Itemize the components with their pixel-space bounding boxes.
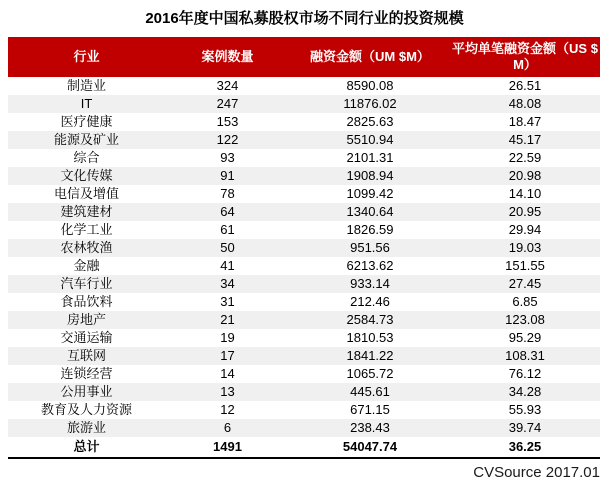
table-cell: 文化传媒: [8, 167, 165, 185]
table-row: [8, 77, 600, 95]
table-row: [8, 419, 600, 437]
table-cell: 61: [220, 221, 235, 237]
total-cell: 36.25: [450, 437, 600, 458]
table-cell: 8590.08: [346, 77, 394, 93]
table-cell: 91: [165, 167, 290, 185]
table-cell: 247: [165, 95, 290, 113]
table-cell: 旅游业: [8, 419, 165, 437]
table-row: [8, 185, 600, 203]
table-cell: 2584.73: [290, 311, 450, 329]
table-cell: 34: [165, 275, 290, 293]
table-header: [8, 37, 600, 77]
total-row: [8, 437, 600, 458]
total-cell: 总计: [8, 437, 165, 458]
table-cell: 78: [220, 185, 235, 201]
table-cell: 39.74: [450, 419, 600, 437]
table-cell: 122: [165, 131, 290, 149]
table-row: [8, 221, 600, 239]
table-cell: 95.29: [508, 329, 542, 345]
table-row: [8, 95, 600, 113]
table-cell: 汽车行业: [8, 275, 165, 293]
table-row: [8, 401, 600, 419]
table-cell: 综合: [73, 149, 100, 165]
table-cell: 19.03: [450, 239, 600, 257]
table-cell: 19: [220, 329, 235, 345]
table-cell: 1826.59: [346, 221, 394, 237]
table-cell: 64: [165, 203, 290, 221]
table-row: [8, 131, 600, 149]
table-cell: 化学工业: [60, 221, 113, 237]
table-cell: 123.08: [450, 311, 600, 329]
table-cell: 76.12: [508, 365, 542, 381]
table-cell: 互联网: [8, 347, 165, 365]
table-cell: 933.14: [290, 275, 450, 293]
page-title: 2016年度中国私募股权市场不同行业的投资规模: [145, 10, 464, 27]
table-cell: 6.85: [512, 293, 538, 309]
table-cell: 22.59: [508, 149, 542, 165]
table-cell: 45.17: [450, 131, 600, 149]
table-cell: 27.45: [450, 275, 600, 293]
total-cell: 54047.74: [290, 437, 450, 458]
table-row: [8, 203, 600, 221]
industry-investment-table: [8, 37, 600, 459]
table-cell: 电信及增值: [53, 185, 119, 201]
table-row: [8, 383, 600, 401]
table-cell: 教育及人力资源: [40, 401, 132, 417]
header-cell-1: 案例数量: [165, 37, 290, 77]
table-cell: 1065.72: [346, 365, 394, 381]
table-cell: 食品饮料: [60, 293, 113, 309]
table-cell: 1908.94: [290, 167, 450, 185]
table-row: [8, 293, 600, 311]
table-cell: 238.43: [290, 419, 450, 437]
table-cell: 153: [216, 113, 239, 129]
table-row: [8, 365, 600, 383]
table-cell: 12: [220, 401, 235, 417]
table-cell: 951.56: [290, 239, 450, 257]
table-cell: 18.47: [508, 113, 542, 129]
table-cell: 14: [220, 365, 235, 381]
table-cell: 农林牧渔: [8, 239, 165, 257]
table-cell: 17: [165, 347, 290, 365]
table-cell: 151.55: [505, 257, 545, 273]
table-cell: 34.28: [450, 383, 600, 401]
header-cell-3: 平均单笔融资金额（US $ M）: [450, 37, 600, 77]
table-cell: 1099.42: [346, 185, 394, 201]
table-cell: 93: [220, 149, 235, 165]
table-cell: 建筑建材: [8, 203, 165, 221]
table-row: [8, 149, 600, 167]
table-row: [8, 239, 600, 257]
table-cell: 14.10: [508, 185, 542, 201]
table-row: [8, 275, 600, 293]
table-cell: 26.51: [508, 77, 542, 93]
table-cell: 金融: [73, 257, 100, 273]
table-cell: 交通运输: [60, 329, 113, 345]
table-cell: 324: [216, 77, 239, 93]
table-row: [8, 113, 600, 131]
table-row: [8, 257, 600, 275]
table-cell: 11876.02: [290, 95, 450, 113]
table-cell: 108.31: [450, 347, 600, 365]
table-cell: 6213.62: [346, 257, 394, 273]
table-cell: 2101.31: [346, 149, 394, 165]
table-cell: 房地产: [8, 311, 165, 329]
table-cell: 20.98: [450, 167, 600, 185]
table-body: [8, 77, 600, 458]
header-row: [8, 37, 600, 77]
table-cell: 20.95: [450, 203, 600, 221]
table-cell: 671.15: [350, 401, 390, 417]
table-row: [8, 311, 600, 329]
table-cell: 2825.63: [346, 113, 394, 129]
table-cell: 55.93: [508, 401, 542, 417]
table-row: [8, 347, 600, 365]
table-cell: 公用事业: [8, 383, 165, 401]
table-cell: 连锁经营: [60, 365, 113, 381]
table-cell: 31: [220, 293, 235, 309]
table-cell: 21: [165, 311, 290, 329]
table-cell: 445.61: [290, 383, 450, 401]
table-cell: 6: [165, 419, 290, 437]
table-cell: 13: [165, 383, 290, 401]
table-cell: 1340.64: [290, 203, 450, 221]
source-attribution: CVSource 2017.01: [473, 464, 600, 481]
table-cell: 医疗健康: [60, 113, 113, 129]
table-cell: 212.46: [350, 293, 390, 309]
table-row: [8, 329, 600, 347]
table-cell: 1841.22: [290, 347, 450, 365]
table-cell: 能源及矿业: [8, 131, 165, 149]
table-cell: 48.08: [450, 95, 600, 113]
table-cell: 1810.53: [346, 329, 394, 345]
table-cell: 41: [220, 257, 235, 273]
total-cell: 1491: [165, 437, 290, 458]
table-cell: 5510.94: [290, 131, 450, 149]
table-cell: 50: [165, 239, 290, 257]
header-cell-2: 融资金额（UM $M）: [290, 37, 450, 77]
table-cell: 制造业: [66, 77, 106, 93]
table-row: [8, 167, 600, 185]
table-cell: IT: [8, 95, 165, 113]
table-cell: 29.94: [508, 221, 542, 237]
header-cell-0: 行业: [8, 37, 165, 77]
